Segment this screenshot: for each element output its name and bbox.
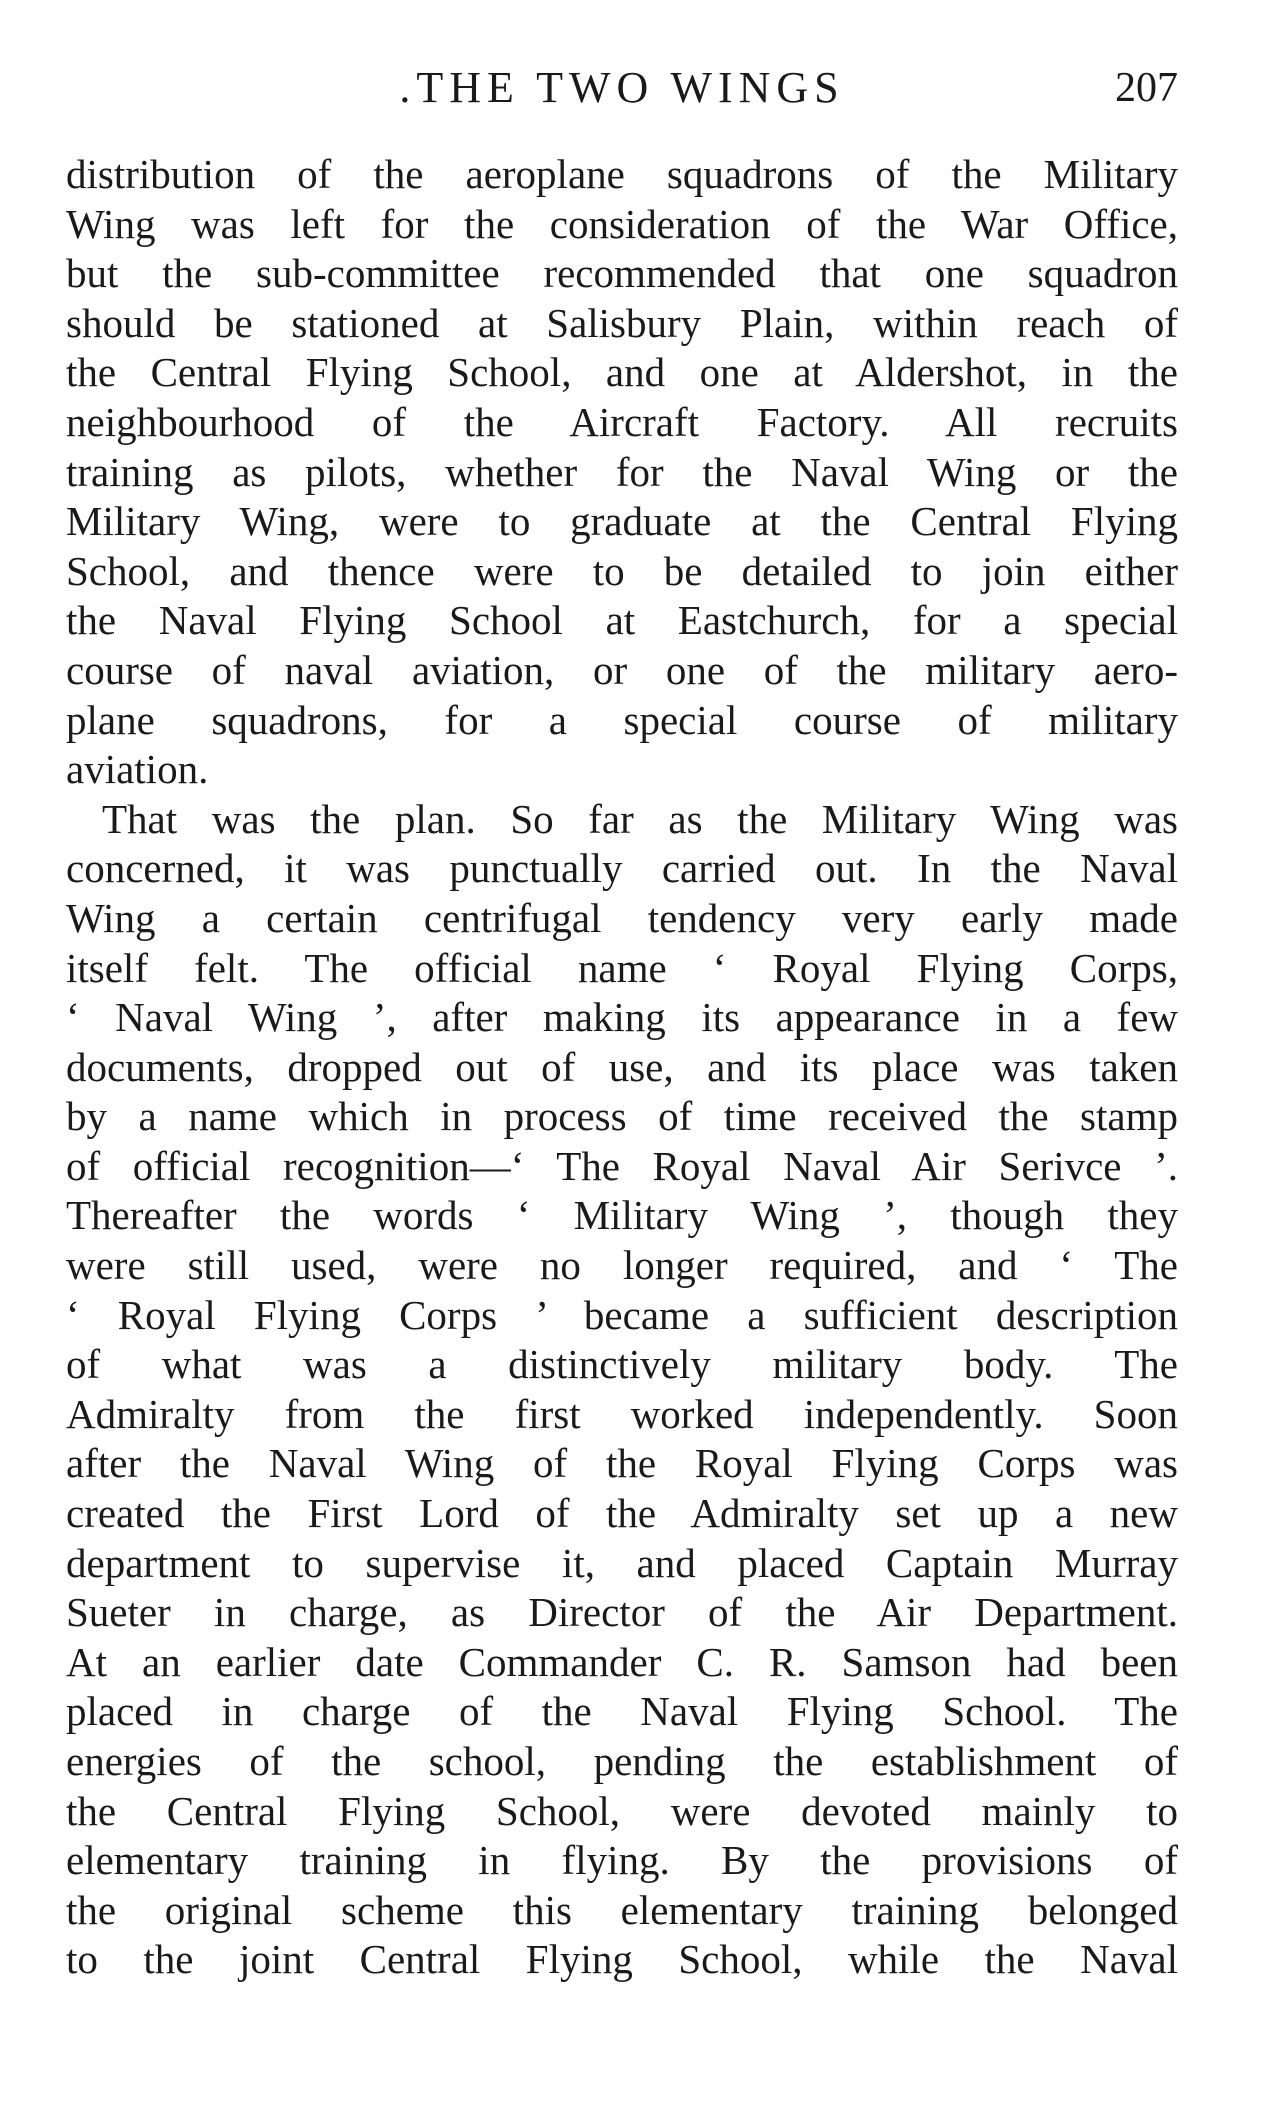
text-line: Wing a certain centrifugal tendency very early made (66, 894, 1178, 941)
text-line: At an earlier date Commander C. R. Samson had been (66, 1638, 1178, 1685)
text-line: documents, dropped out of use, and its place was taken (66, 1043, 1178, 1090)
running-title: .THE TWO WINGS (399, 63, 845, 112)
text-line: the original scheme this elementary training belonged (66, 1886, 1178, 1933)
text-line: by a name which in process of time received the stamp (66, 1093, 1178, 1140)
text-line: That was the plan. So far as the Military Wing was (102, 795, 1178, 842)
text-line: of what was a distinctively military body. The (66, 1341, 1178, 1388)
text-line: the Central Flying School, were devoted mainly to (66, 1787, 1178, 1834)
text-line: ‘ Royal Flying Corps ’ became a sufficient description (66, 1291, 1178, 1338)
text-line: to the joint Central Flying School, while the Naval (66, 1936, 1178, 1983)
text-line: itself felt. The official name ‘ Royal Flying Corps, (66, 944, 1178, 991)
body-text (66, 150, 1178, 1985)
text-line: after the Naval Wing of the Royal Flying Corps was (66, 1440, 1178, 1487)
text-line: ‘ Naval Wing ’, after making its appearance in a few (66, 994, 1178, 1041)
text-line: School, and thence were to be detailed to join either (66, 547, 1178, 594)
text-line: Sueter in charge, as Director of the Air Department. (66, 1589, 1178, 1636)
text-line: elementary training in flying. By the provisions of (66, 1837, 1178, 1884)
text-line: course of naval aviation, or one of the military aero- (66, 646, 1178, 693)
text-line: created the First Lord of the Admiralty set up a new (66, 1490, 1178, 1537)
text-line: Admiralty from the first worked independently. Soon (66, 1390, 1178, 1437)
text-line: the Central Flying School, and one at Aldershot, in the (66, 349, 1178, 396)
text-line: the Naval Flying School at Eastchurch, for a special (66, 597, 1178, 644)
text-line: energies of the school, pending the establishment of (66, 1738, 1178, 1784)
text-line: neighbourhood of the Aircraft Factory. All recruits (66, 398, 1178, 445)
text-line: distribution of the aeroplane squadrons of the Military (66, 151, 1178, 197)
text-line: Military Wing, were to graduate at the Central Flying (66, 498, 1178, 545)
page-number: 207 (1115, 65, 1178, 111)
text-line: were still used, were no longer required, and ‘ The (66, 1242, 1178, 1289)
text-line: Thereafter the words ‘ Military Wing ’, though they (66, 1192, 1178, 1239)
text-line: plane squadrons, for a special course of military (66, 696, 1178, 743)
text-line: of official recognition—‘ The Royal Naval Air Serivce ’. (66, 1142, 1178, 1189)
text-line: training as pilots, whether for the Naval Wing or the (66, 448, 1178, 495)
text-line: concerned, it was punctually carried out. In the Naval (66, 845, 1178, 892)
text-line: aviation. (66, 746, 209, 793)
text-line: department to supervise it, and placed Captain Murray (66, 1539, 1178, 1586)
text-line: placed in charge of the Naval Flying School. The (66, 1688, 1178, 1735)
text-line: Wing was left for the consideration of the War Office, (66, 200, 1178, 247)
running-head (66, 58, 1178, 118)
text-line: but the sub-committee recommended that one squadron (66, 250, 1178, 297)
paragraph-1 (66, 150, 1178, 795)
paragraph-2 (66, 795, 1178, 1985)
text-line: should be stationed at Salisbury Plain, within reach of (66, 299, 1178, 346)
